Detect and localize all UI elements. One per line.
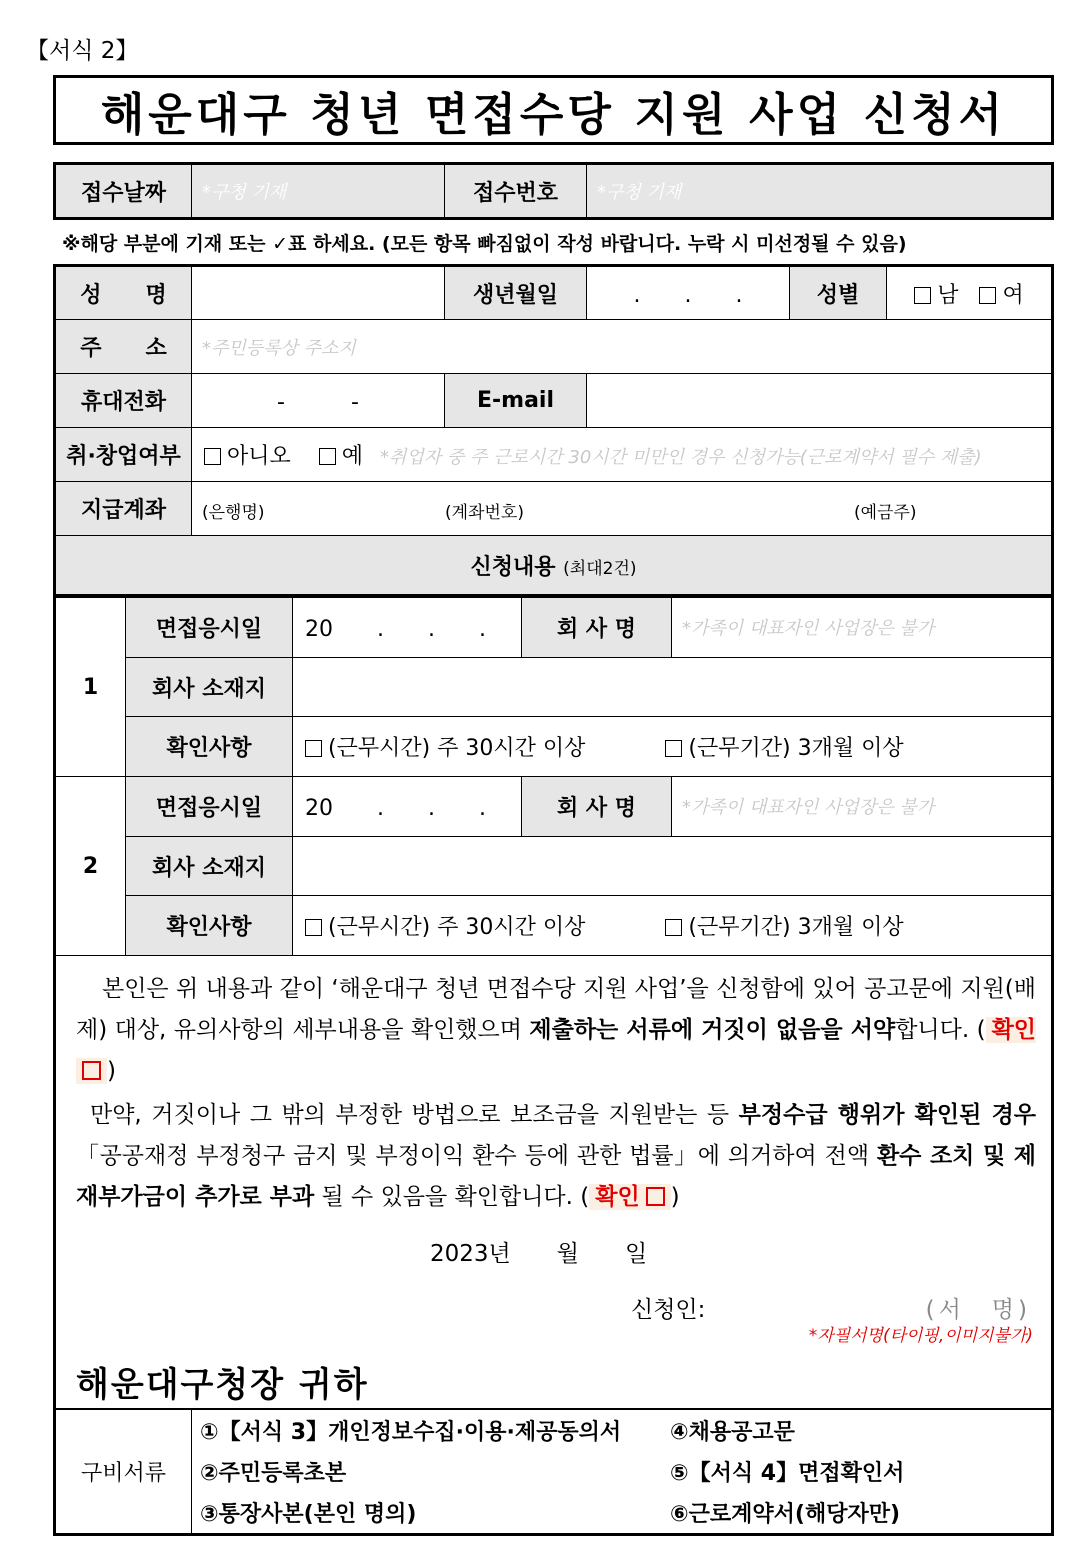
title-box <box>53 75 1054 145</box>
confirm-checkbox-2[interactable] <box>646 1187 665 1206</box>
application-header <box>55 536 1053 596</box>
email-label: E-mail <box>445 374 587 428</box>
work-period-checkbox[interactable] <box>665 740 682 757</box>
declaration-text: ) <box>670 1184 680 1210</box>
reception-table <box>53 162 1054 220</box>
declaration-text: 만약, 거짓이나 그 밖의 부정한 방법으로 보조금을 지원받는 등 <box>90 1102 739 1128</box>
company-field[interactable] <box>672 777 1053 837</box>
work-hours-checkbox[interactable] <box>305 919 322 936</box>
company-hint: *가족이 대표자인 사업장은 불가 <box>682 618 935 640</box>
account-holder-label: (예금주) <box>854 503 917 523</box>
entry-number: 1 <box>55 598 126 777</box>
reception-number-field <box>587 164 1053 219</box>
check-field <box>293 717 1053 777</box>
interview-date-field[interactable]: 20 . . . <box>293 777 522 837</box>
gender-label: 성별 <box>790 266 887 320</box>
phone-field[interactable]: - - <box>192 374 445 428</box>
account-field[interactable] <box>192 482 1053 536</box>
check-field <box>293 896 1053 956</box>
application-table <box>53 597 1054 956</box>
notice-text: ※해당 부분에 기재 또는 ✓표 하세요. (모든 항목 빠짐없이 작성 바랍니다. 누락 시 미선정될 수 있음) <box>62 233 907 255</box>
employed-no-label: 아니오 <box>227 444 291 469</box>
male-checkbox[interactable] <box>914 287 931 304</box>
document-item: ②주민등록초본 <box>200 1461 347 1486</box>
signature-note: *자필서명(타이핑,이미지불가) <box>808 1326 1033 1346</box>
reception-number-label: 접수번호 <box>445 164 587 219</box>
applicant-label: 신청인: <box>631 1297 706 1323</box>
employed-yes-checkbox[interactable] <box>319 448 336 465</box>
interview-date-label: 면접응시일 <box>126 598 293 658</box>
company-hint: *가족이 대표자인 사업장은 불가 <box>682 797 935 819</box>
reception-date-hint: *구청 기재 <box>202 182 287 203</box>
work-hours-checkbox[interactable] <box>305 740 322 757</box>
employment-label: 취·창업여부 <box>55 428 192 482</box>
birth-label: 생년월일 <box>445 266 587 320</box>
form-title: 해운대구 청년 면접수당 지원 사업 신청서 <box>100 87 1007 141</box>
address-hint: *주민등록상 주소지 <box>202 337 356 359</box>
declaration-text: ) <box>107 1058 116 1084</box>
employed-no-checkbox[interactable] <box>204 448 221 465</box>
company-location-label: 회사 소재지 <box>126 836 293 896</box>
reception-date-field <box>192 164 445 219</box>
female-label: 여 <box>1002 282 1024 308</box>
company-location-label: 회사 소재지 <box>126 657 293 717</box>
document-item: ④채용공고문 <box>670 1420 795 1445</box>
male-label: 남 <box>937 282 959 308</box>
declaration-section <box>53 953 1054 1409</box>
check-label: 확인사항 <box>126 896 293 956</box>
account-label: 지급계좌 <box>55 482 192 536</box>
document-item: ⑥근로계약서(해당자만) <box>670 1502 901 1527</box>
confirm-mark-2[interactable] <box>589 1184 670 1210</box>
confirm-label: 확인 <box>595 1184 640 1210</box>
name-label: 성 명 <box>55 266 192 320</box>
document-item: ③통장사본(본인 명의) <box>200 1502 417 1527</box>
phone-label: 휴대전화 <box>55 374 192 428</box>
female-checkbox[interactable] <box>979 287 996 304</box>
reception-date-label: 접수날짜 <box>55 164 192 219</box>
employment-hint: *취업자 중 주 근로시간 30시간 미만인 경우 신청가능(근로계약서 필수 제출) <box>380 447 982 468</box>
reception-number-hint: *구청 기재 <box>597 182 682 203</box>
company-label: 회 사 명 <box>522 777 672 837</box>
employment-field <box>192 428 1053 482</box>
work-period-label: (근무기간) 3개월 이상 <box>688 915 904 941</box>
declaration-paragraph-1 <box>76 969 1036 1092</box>
check-label: 확인사항 <box>126 717 293 777</box>
interview-date-label: 면접응시일 <box>126 777 293 837</box>
declaration-bold: 환수 조치 및 제재부가금이 추가로 부과 <box>76 1143 1036 1210</box>
company-label: 회 사 명 <box>522 598 672 658</box>
interview-date-field[interactable]: 20 . . . <box>293 598 522 658</box>
declaration-text: 본인은 위 내용과 같이 ‘해운대구 청년 면접수당 지원 사업’을 신청함에 있어 공고문에 지원(배제) 대상, 유의사항의 세부내용을 확인했으며 <box>76 976 1036 1043</box>
name-field[interactable] <box>192 266 445 320</box>
work-period-checkbox[interactable] <box>665 919 682 936</box>
entry-number: 2 <box>55 777 126 956</box>
document-item: ⑤【서식 4】면접확인서 <box>670 1461 905 1486</box>
company-location-field[interactable] <box>293 836 1053 896</box>
confirm-checkbox-1[interactable] <box>82 1061 101 1080</box>
application-header-note: (최대2건) <box>563 558 637 579</box>
work-period-label: (근무기간) 3개월 이상 <box>688 736 904 762</box>
work-hours-label: (근무시간) 주 30시간 이상 <box>328 915 586 941</box>
account-number-label: (계좌번호) <box>445 503 524 523</box>
bank-name-label: (은행명) <box>202 503 265 523</box>
form-number: 【서식 2】 <box>26 38 139 64</box>
addressee: 해운대구청장 귀하 <box>76 1365 369 1405</box>
company-field[interactable] <box>672 598 1053 658</box>
documents-label: 구비서류 <box>55 1410 192 1535</box>
applicant-info-table <box>53 264 1054 597</box>
signature-field[interactable]: (서 명) <box>925 1297 1031 1323</box>
documents-list <box>192 1410 1053 1535</box>
email-field[interactable] <box>587 374 1053 428</box>
declaration-date[interactable]: 2023년 월 일 <box>430 1241 648 1267</box>
gender-field <box>887 266 1053 320</box>
declaration-bold: 제출하는 서류에 거짓이 없음을 서약 <box>529 1017 896 1043</box>
declaration-bold: 부정수급 행위가 확인된 경우 <box>738 1102 1037 1128</box>
company-location-field[interactable] <box>293 657 1053 717</box>
declaration-text: 될 수 있음을 확인합니다. ( <box>314 1184 590 1210</box>
declaration-text: 「공공재정 부정청구 금지 및 부정이익 환수 등에 관한 법률」에 의거하여 전액 <box>76 1143 877 1169</box>
document-item: ①【서식 3】개인정보수집·이용·제공동의서 <box>200 1420 622 1445</box>
application-header-title: 신청내용 <box>470 554 556 580</box>
address-field[interactable] <box>192 320 1053 374</box>
address-label: 주 소 <box>55 320 192 374</box>
employed-yes-label: 예 <box>341 444 364 469</box>
work-hours-label: (근무시간) 주 30시간 이상 <box>328 736 586 762</box>
declaration-text: 합니다. ( <box>895 1017 986 1043</box>
documents-table <box>53 1409 1054 1536</box>
declaration-paragraph-2 <box>76 1095 1036 1218</box>
confirm-label: 확인 <box>991 1017 1036 1043</box>
birth-field[interactable]: . . . <box>587 266 790 320</box>
